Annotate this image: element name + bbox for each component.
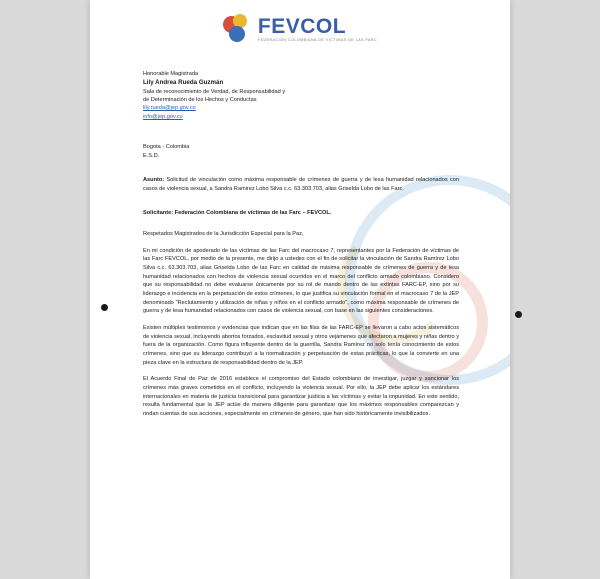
document-logo <box>90 14 510 44</box>
paragraph-3: El Acuerdo Final de Paz de 2016 establece el compromiso del Estado colombiano de investigar, juzgar y sancionar los crímenes más graves cometidos en el conflicto, incluyendo la violencia sexual. Por ello, la JEP debe aplicar los estándares internacionales en materia de justicia transicional para garantizar justicia a las víctimas y evitar la impunidad. En este sentido, resulta fundamental que la JEP actúe de manera diligente para garantizar que los máximos responsables comparezcan y rindan cuentas de sus acciones, especialmente en crímenes de género, que han sido históricamente invisibilizados. <box>143 376 459 417</box>
esd-line: E.S.D. <box>143 152 160 159</box>
recipient-office-line-2: de Determinación de los Hechos y Conductas <box>143 97 257 104</box>
logo-subtitle: FEDERACIÓN COLOMBIANA DE VÍCTIMAS DE LAS FARC <box>257 37 378 42</box>
selection-handle-left[interactable] <box>101 304 108 311</box>
selection-handle-right[interactable] <box>515 311 522 318</box>
subject-block <box>143 176 459 193</box>
document-page[interactable] <box>90 0 510 579</box>
logo-name: FEVCOL <box>257 14 347 38</box>
subject-label: Asunto: <box>143 177 165 184</box>
fevcol-logo-mark-icon <box>223 14 253 44</box>
recipient-office-line-1: Sala de reconocimiento de Verdad, de Responsabilidad y <box>143 88 286 95</box>
salutation: Respetados Magistrados de la Jurisdicción Especial para la Paz, <box>143 231 304 237</box>
city-block <box>143 143 459 160</box>
recipient-name: Lily Andrea Rueda Guzmán <box>143 79 224 87</box>
recipient-block <box>143 70 459 121</box>
city-line: Bogota - Colombia <box>143 144 190 151</box>
paragraph-1: En mi condición de apoderado de las víctimas de las Farc del macrocaso 7, representantes por la Federación de víctimas de las Farc FEVCOL, por medio de la presente, me dirijo a ustedes con el fin de solicitar la vinculación de Sandra Ramírez Lobo Silva c.c. 63.303.703, alias Griselda Lobo de las Farc en calidad de máxima responsable de crímenes de guerra y de lesa humanidad relacionados con hechos de violencia sexual ocurridos en el marco del conflicto armado colombiano. Considero que su responsabilidad no debe evaluarse únicamente por su rol de mando dentro de las extintas FARC-EP, sino por su liderazgo e incidencia en la perpetuación de estos crímenes, lo que justifica su vinculación formal en el macrocaso 7 de la JEP denominado "Reclutamiento y utilización de niñas y niños en el conflicto armado", como máxima responsable de crímenes de guerra y de lesa humanidad relacionados con casos de violencia sexual, con base en las siguientes consideraciones. <box>143 247 459 315</box>
requester-line: Solicitante: Federación Colombiana de víctimas de las Farc – FEVCOL. <box>143 210 332 217</box>
subject-text: Solicitud de vinculación como máxima responsable de crímenes de guerra y de lesa humanidad relacionados con casos de violencia sexual, a Sandra Ramirez Lobo Silva c.c. 63.303.703, alias Griselda Lobo de las Farc. <box>143 177 460 192</box>
recipient-honorific: Honorable Magistrada <box>143 71 199 77</box>
paragraph-2: Existen múltiples testimonios y evidencias que indican que en las filas de las FARC-EP se llevaron a cabo actos sistemáticos de violencia sexual, incluyendo abortos forzados, esclavitud sexual y otros vejámenes que afectaron a mujeres y niñas dentro y fuera de la organización. Como figura influyente dentro de la guerrilla, Sandra Ramírez no solo tenía conocimiento de estos crímenes, sino que su liderazgo contribuyó a la normalización y perpetuación de estas prácticas, lo que la convierte en una pieza clave en la estructura de responsabilidad dentro de la JEP. <box>143 324 459 366</box>
letter-body <box>143 70 459 426</box>
recipient-email-secondary[interactable]: info@jep.gov.co <box>143 113 183 120</box>
recipient-email-primary[interactable]: lily.rueda@jep.gov.co <box>143 105 196 112</box>
